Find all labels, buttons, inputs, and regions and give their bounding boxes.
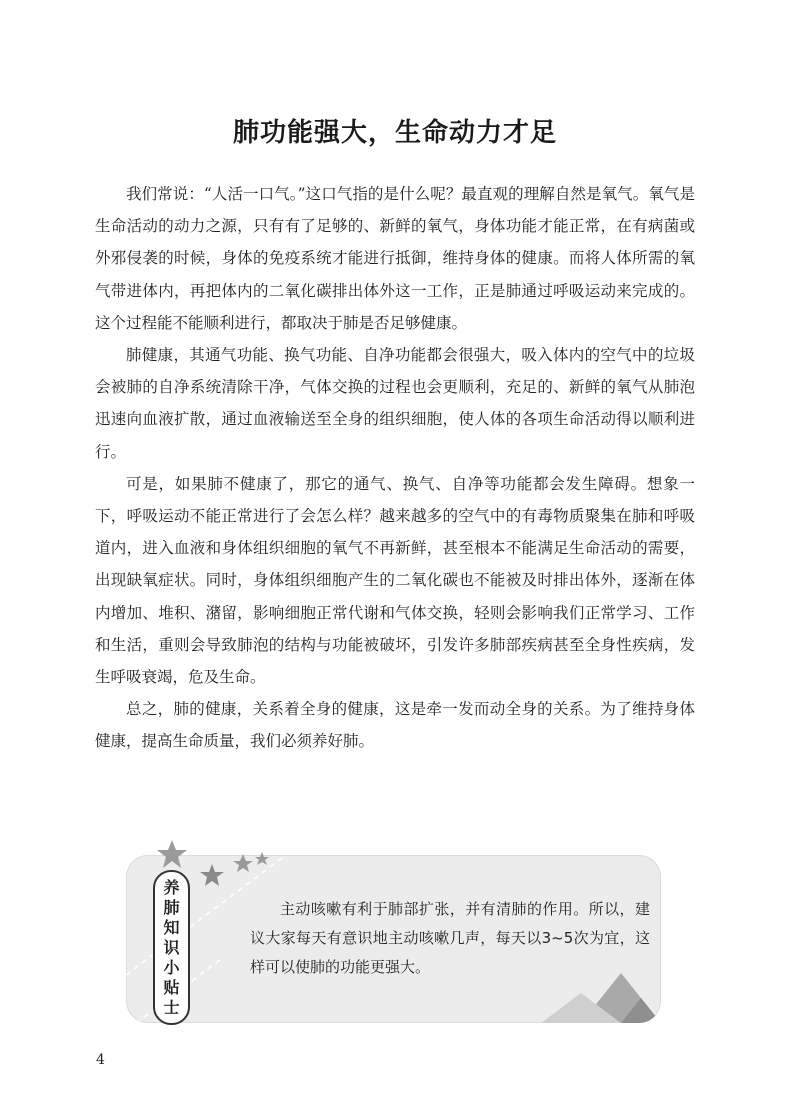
paragraph: 我们常说：“人活一口气。”这口气指的是什么呢？最直观的理解自然是氧气。氧气是生命活动的动力之源，只有有了足够的、新鲜的氧气，身体功能才能正常，在有病菌或外邪侵袭的时候，身体的免疫系统才能进行抵御，维持身体的健康。而将人体所需的氧气带进体内，再把体内的二氧化碳排出体外这一工作，正是肺通过呼吸运动来完成的。这个过程能不能顺利进行，都取决于肺是否足够健康。 [95,185,695,332]
page-number: 4 [96,1052,105,1068]
tip-label-char: 养 [163,877,180,897]
paragraph: 总之，肺的健康，关系着全身的健康，这是牵一发而动全身的关系。为了维持身体健康，提高生命质量，我们必须养好肺。 [95,700,695,751]
article-body [95,178,695,758]
page-title: 肺功能强大，生命动力才足 [232,118,557,148]
tip-label-char: 识 [163,937,180,957]
star-icon [157,840,187,868]
tip-label-char: 士 [163,997,180,1017]
star-icon [200,864,224,886]
star-icon [255,852,269,865]
tip-paragraph: 主动咳嗽有利于肺部扩张，并有清肺的作用。所以，建议大家每天有意识地主动咳嗽几声，每天以3~5次为宜，这样可以使肺的功能更强大。 [250,900,650,976]
star-icon [233,854,253,872]
tip-label-char: 贴 [163,977,180,997]
tip-label-char: 知 [163,917,180,937]
paragraph: 可是，如果肺不健康了，那它的通气、换气、自净等功能都会发生障碍。想象一下，呼吸运动不能正常进行了会怎么样？越来越多的空气中的有毒物质聚集在肺和呼吸道内，进入血液和身体组织细胞的氧气不再新鲜，甚至根本不能满足生命活动的需要，出现缺氧症状。同时，身体组织细胞产生的二氧化碳也不能被及时排出体外，逐渐在体内增加、堆积、潴留，影响细胞正常代谢和气体交换，轻则会影响我们正常学习、工作和生活，重则会导致肺泡的结构与功能被破坏，引发许多肺部疾病甚至全身性疾病，发生呼吸衰竭，危及生命。 [95,474,695,687]
paragraph: 肺健康，其通气功能、换气功能、自净功能都会很强大，吸入体内的空气中的垃圾会被肺的自净系统清除干净，气体交换的过程也会更顺利，充足的、新鲜的氧气从肺泡迅速向血液扩散，通过血液输送至全身的组织细胞，使人体的各项生命活动得以顺利进行。 [95,346,695,461]
tip-label [153,870,190,1025]
tip-label-char: 肺 [163,897,180,917]
tip-text [250,895,650,982]
tip-label-char: 小 [163,957,180,977]
